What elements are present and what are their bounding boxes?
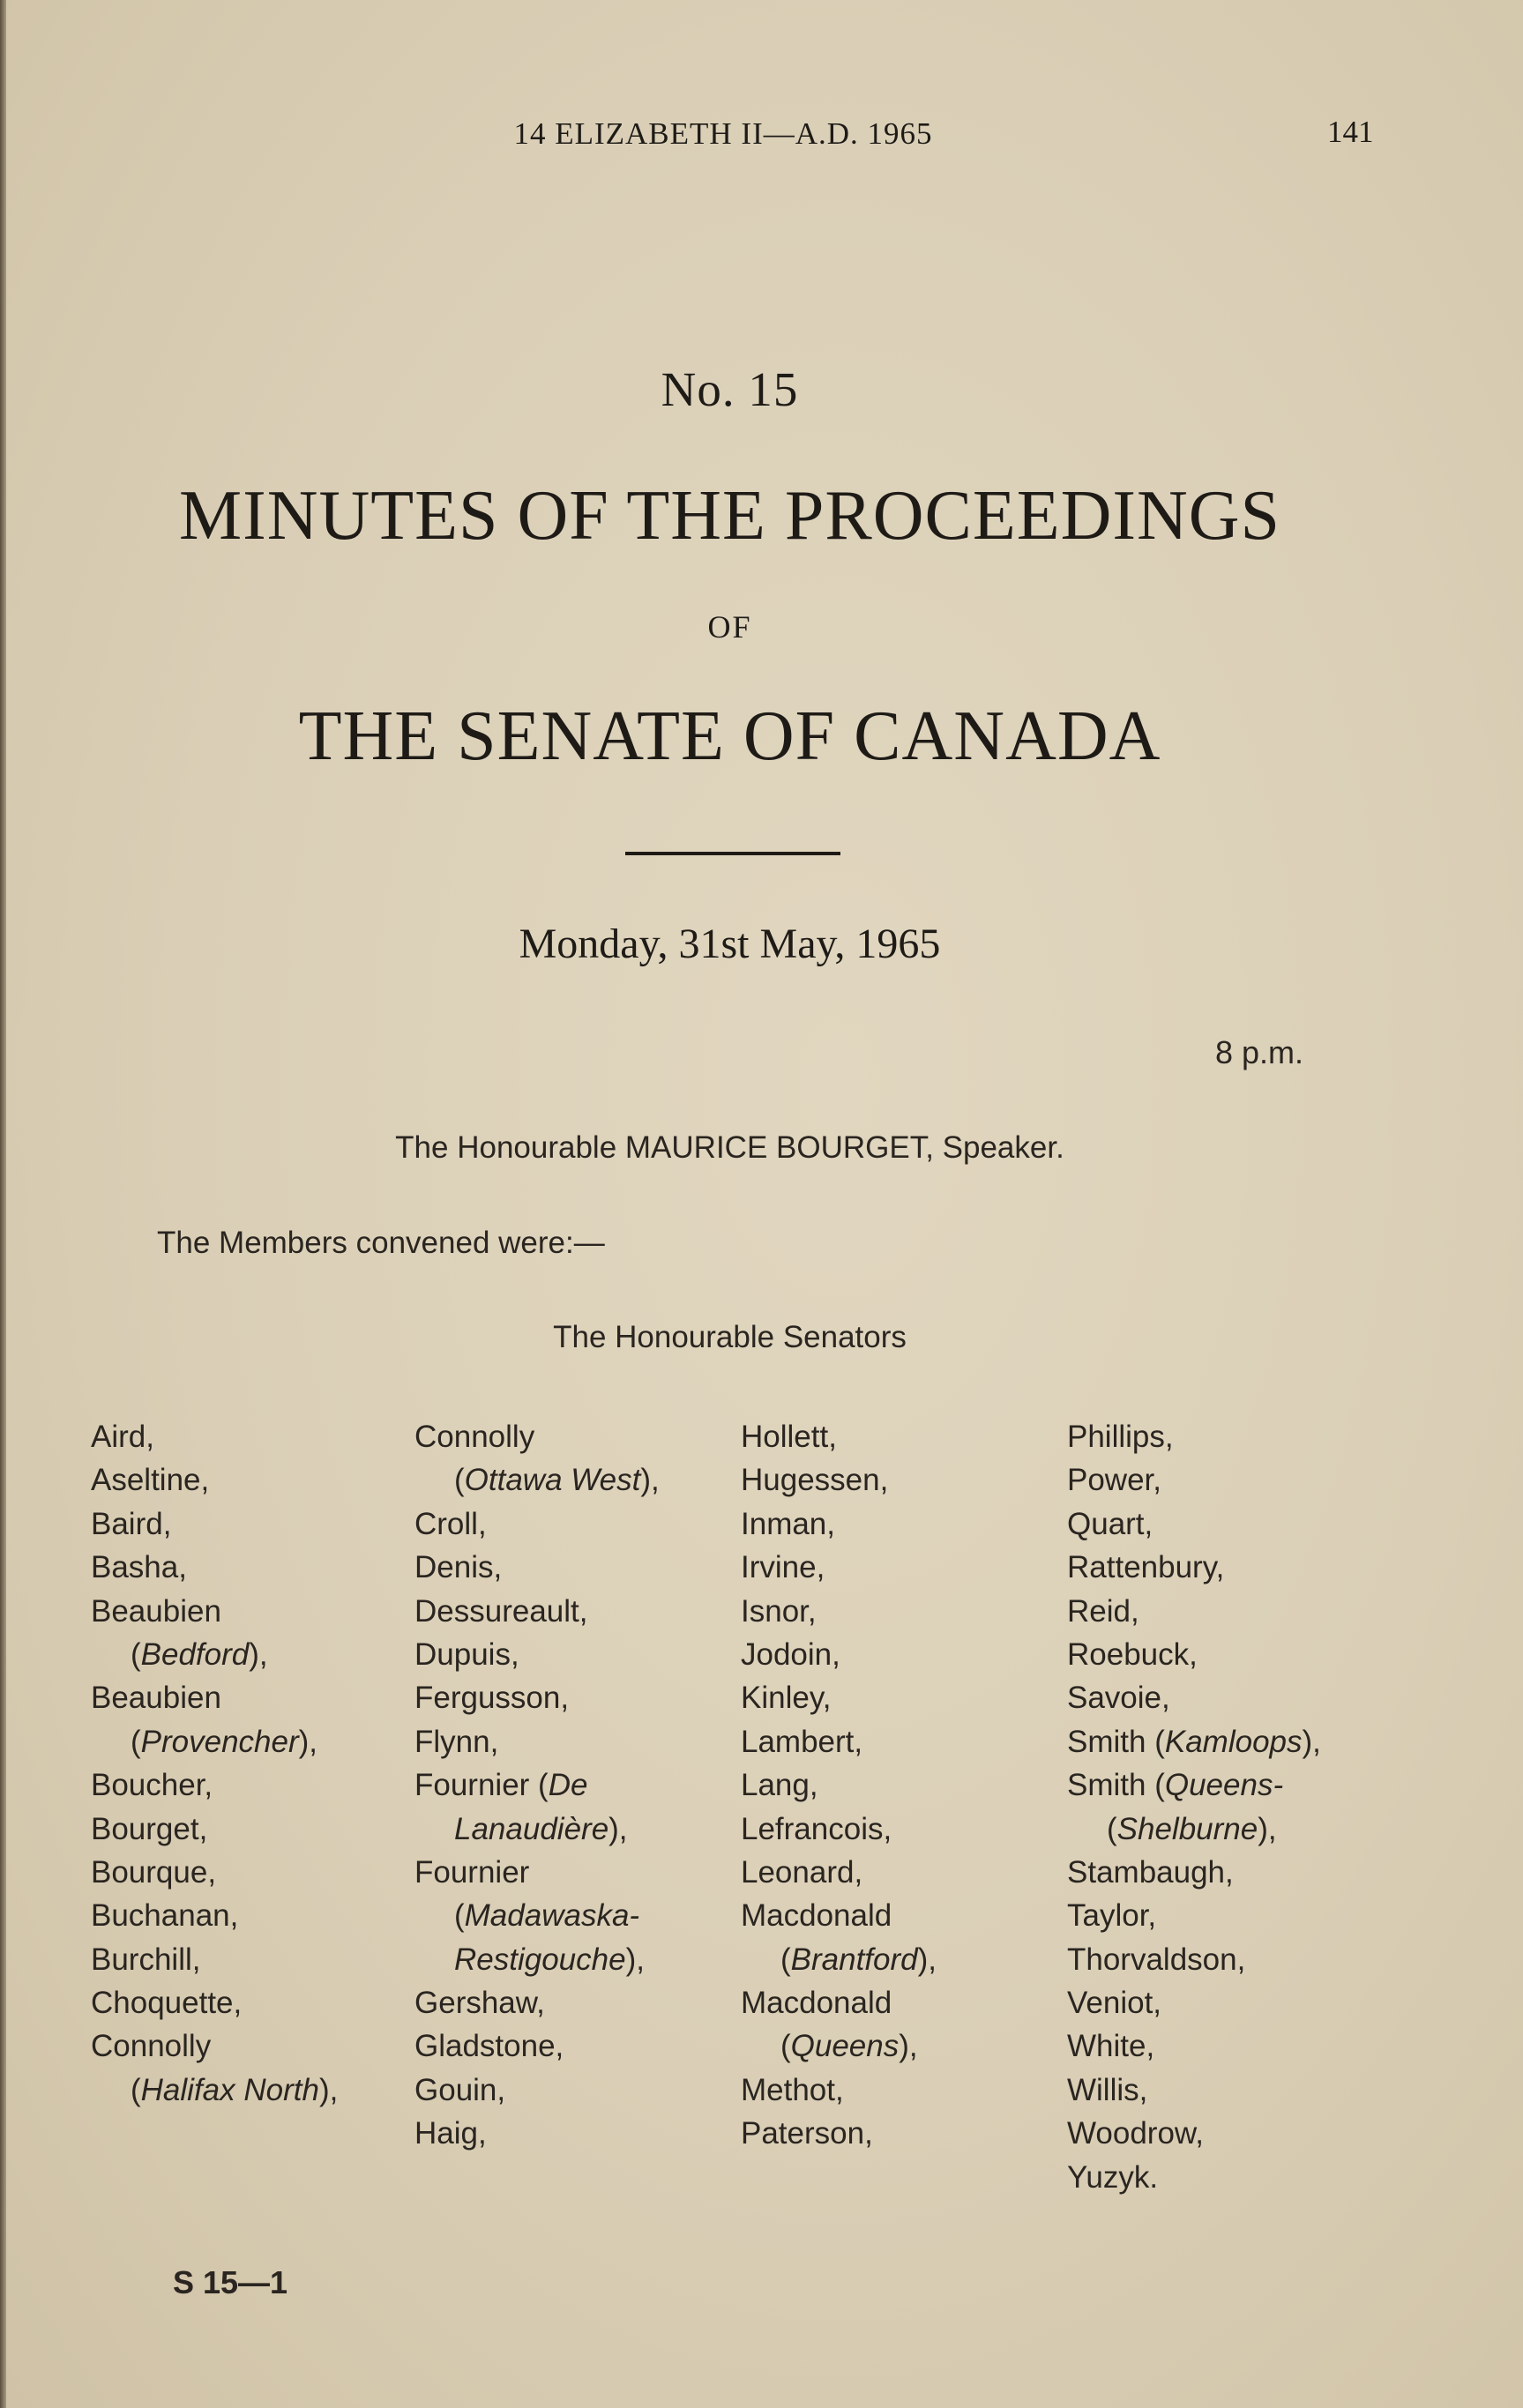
senator-name: Methot, [741, 2072, 844, 2107]
senator-entry [1067, 1502, 1321, 1546]
senator-entry [1067, 2112, 1321, 2155]
senator-entry [741, 2112, 937, 2155]
senator-name: Gouin, [414, 2072, 506, 2107]
district-close-punct: ), [318, 2072, 339, 2107]
district-close-punct: ), [899, 2029, 918, 2064]
senator-entry [741, 2024, 937, 2068]
senator-name: Veniot, [1067, 1986, 1162, 2021]
senator-district: Ottawa West [464, 1463, 641, 1498]
senator-entry [91, 1590, 338, 1633]
senator-name: Beaubien [91, 1681, 221, 1716]
district-open-paren: ( [780, 2029, 791, 2064]
district-close-punct: ), [1302, 1724, 1321, 1759]
senator-name: Choquette, [91, 1986, 243, 2021]
senator-name: Macdonald [741, 1986, 892, 2021]
district-close-punct: ), [249, 1636, 268, 1672]
senator-name: Fournier [414, 1854, 530, 1890]
senator-entry [414, 1415, 660, 1458]
senator-name: Taylor, [1067, 1898, 1157, 1934]
senator-entry [741, 1851, 937, 1894]
senator-name: Dessureault, [414, 1593, 588, 1629]
senator-name: Lefrancois, [741, 1811, 892, 1846]
senator-entry [741, 1502, 937, 1546]
senator-name: Roebuck, [1067, 1636, 1198, 1672]
senator-district: Bedford [140, 1636, 250, 1672]
senator-name: Macdonald [741, 1898, 892, 1934]
senator-name: Fergusson, [414, 1681, 570, 1716]
district-close-punct: ), [917, 1942, 937, 1977]
senator-entry [414, 1851, 660, 1894]
senator-entry [414, 1720, 660, 1763]
district-open-paren: ( [131, 1724, 141, 1759]
senator-name: Woodrow, [1067, 2116, 1204, 2151]
district-open-paren: ( [1107, 1811, 1117, 1846]
senator-entry [741, 1676, 937, 1719]
senator-entry [91, 1458, 338, 1502]
district-close-punct: ), [640, 1463, 660, 1498]
senators-column-3 [741, 1415, 937, 2156]
senator-name: Aird, [91, 1420, 154, 1454]
senator-entry [741, 1894, 937, 1937]
district-open-paren: ( [454, 1463, 465, 1498]
convened-line: The Members convened were:— [157, 1226, 605, 1260]
senator-name: Burchill, [91, 1942, 201, 1977]
senator-entry [741, 1763, 937, 1807]
senator-entry [91, 1676, 338, 1719]
running-head: 14 ELIZABETH II—A.D. 1965 [513, 116, 933, 151]
senator-name: Kinley, [741, 1681, 832, 1716]
senator-entry [1067, 1808, 1321, 1851]
senator-entry [741, 1633, 937, 1676]
sitting-time: 8 p.m. [1215, 1034, 1304, 1070]
senator-name: Baird, [91, 1506, 172, 1541]
district-open-paren: ( [131, 1636, 141, 1672]
senator-entry [1067, 1720, 1321, 1763]
signature-mark: S 15—1 [173, 2264, 288, 2300]
district-close-punct: ), [1258, 1811, 1277, 1846]
senator-name: Rattenbury, [1067, 1550, 1225, 1585]
title-main: MINUTES OF THE PROCEEDINGS [178, 477, 1281, 555]
senator-entry [414, 1502, 660, 1546]
page-number: 141 [1327, 115, 1374, 149]
senator-name: Hollett, [741, 1420, 837, 1454]
senators-column-4 [1067, 1415, 1321, 2199]
senator-entry [414, 2024, 660, 2068]
senator-name: Boucher, [91, 1768, 213, 1803]
senator-name: Bourget, [91, 1811, 208, 1846]
senator-name: Phillips, [1067, 1420, 1174, 1454]
senator-district: Kamloops [1164, 1724, 1303, 1759]
sitting-date: Monday, 31st May, 1965 [519, 921, 941, 967]
senator-entry [414, 1590, 660, 1633]
senator-name: Lambert, [741, 1724, 863, 1759]
senator-entry [91, 1546, 338, 1589]
senator-name: Fournier ( [414, 1768, 549, 1803]
senator-entry [741, 1938, 937, 1981]
senators-column-2 [414, 1415, 660, 2156]
senator-name: Basha, [91, 1550, 187, 1585]
senator-name: Stambaugh, [1067, 1854, 1234, 1890]
senator-name: Beaubien [91, 1593, 221, 1629]
senator-entry [414, 1546, 660, 1589]
senator-district: Lanaudière [454, 1811, 609, 1846]
district-open-paren: ( [454, 1898, 465, 1934]
district-open-paren: ( [780, 1942, 791, 1977]
title-of: OF [707, 609, 752, 645]
senator-name: Willis, [1067, 2072, 1148, 2107]
senator-name: Isnor, [741, 1593, 817, 1629]
senator-name: Buchanan, [91, 1898, 239, 1934]
senator-entry [1067, 2024, 1321, 2068]
senator-entry [1067, 2069, 1321, 2112]
senator-name: Thorvaldson, [1067, 1942, 1246, 1977]
senator-name: Jodoin, [741, 1636, 840, 1672]
senator-entry [414, 1458, 660, 1502]
senator-entry [91, 1415, 338, 1458]
senator-entry [91, 1633, 338, 1676]
senator-name: Leonard, [741, 1854, 863, 1890]
senator-name: Gershaw, [414, 1986, 545, 2021]
senator-entry [1067, 1981, 1321, 2024]
senator-entry [1067, 1546, 1321, 1589]
speaker-line: The Honourable MAURICE BOURGET, Speaker. [395, 1130, 1064, 1165]
senator-entry [741, 1720, 937, 1763]
senator-entry [91, 1938, 338, 1981]
senator-entry [741, 1590, 937, 1633]
senator-name: Reid, [1067, 1593, 1139, 1629]
senator-district: De [548, 1768, 588, 1803]
senator-name: Flynn, [414, 1724, 499, 1759]
senator-name: Quart, [1067, 1506, 1153, 1541]
senator-name: Power, [1067, 1463, 1161, 1498]
document-number: No. 15 [661, 362, 799, 416]
senator-entry [91, 1808, 338, 1851]
senator-entry [91, 2024, 338, 2068]
senator-district: Shelburne [1116, 1811, 1258, 1846]
senator-name: Dupuis, [414, 1636, 519, 1672]
senator-entry [1067, 1894, 1321, 1937]
senator-entry [91, 1502, 338, 1546]
senator-name: Croll, [414, 1506, 487, 1541]
senator-name: Irvine, [741, 1550, 825, 1585]
senator-name: Hugessen, [741, 1463, 889, 1498]
senator-name: Connolly [414, 1420, 535, 1454]
senator-entry [1067, 1763, 1321, 1807]
senator-entry [741, 1981, 937, 2024]
senator-name: Smith ( [1067, 1724, 1165, 1759]
district-close-punct: ), [608, 1811, 628, 1846]
senator-name: Bourque, [91, 1854, 217, 1890]
senator-name: Yuzyk. [1067, 2159, 1159, 2195]
district-open-paren: ( [131, 2072, 141, 2107]
senator-entry [414, 1938, 660, 1981]
senator-entry [91, 1763, 338, 1807]
senator-name: Lang, [741, 1768, 818, 1803]
senator-entry [91, 1894, 338, 1937]
senator-district: Provencher [140, 1724, 299, 1759]
senator-entry [414, 1633, 660, 1676]
senator-name: Haig, [414, 2116, 487, 2151]
title-divider-rule [625, 852, 840, 855]
senator-district: Queens- [1164, 1768, 1284, 1803]
senator-entry [414, 2069, 660, 2112]
title-body: THE SENATE OF CANADA [298, 697, 1161, 775]
senator-entry [1067, 1676, 1321, 1719]
senators-heading: The Honourable Senators [553, 1320, 907, 1354]
senator-entry [741, 1546, 937, 1589]
senator-name: Connolly [91, 2029, 212, 2064]
senator-entry [91, 2069, 338, 2112]
senator-name: Inman, [741, 1506, 835, 1541]
senator-district: Brantford [790, 1942, 918, 1977]
senator-entry [1067, 1590, 1321, 1633]
district-close-punct: ), [298, 1724, 318, 1759]
senator-name: White, [1067, 2029, 1155, 2064]
senator-entry [1067, 1938, 1321, 1981]
senator-name: Paterson, [741, 2116, 873, 2151]
senator-entry [91, 1851, 338, 1894]
senator-district: Madawaska- [464, 1898, 640, 1934]
senator-entry [414, 1676, 660, 1719]
senator-name: Savoie, [1067, 1681, 1170, 1716]
senator-entry [1067, 2156, 1321, 2199]
senator-entry [1067, 1851, 1321, 1894]
senator-entry [414, 1981, 660, 2024]
senator-entry [414, 1808, 660, 1851]
senator-name: Aseltine, [91, 1463, 210, 1498]
senator-entry [91, 1981, 338, 2024]
senator-entry [1067, 1458, 1321, 1502]
senator-district: Queens [790, 2029, 900, 2064]
senator-entry [741, 1415, 937, 1458]
district-close-punct: ), [625, 1942, 645, 1977]
senator-name: Gladstone, [414, 2029, 564, 2064]
senator-name: Smith ( [1067, 1768, 1165, 1803]
senators-column-1 [91, 1415, 338, 2112]
senator-entry [1067, 1633, 1321, 1676]
senator-entry [414, 1763, 660, 1807]
senator-entry [414, 2112, 660, 2155]
senator-entry [741, 1458, 937, 1502]
senator-entry [91, 1720, 338, 1763]
senator-entry [741, 1808, 937, 1851]
senator-district: Restigouche [454, 1942, 626, 1977]
senator-name: Denis, [414, 1550, 503, 1585]
senator-entry [741, 2069, 937, 2112]
senator-entry [1067, 1415, 1321, 1458]
senator-district: Halifax North [140, 2072, 319, 2107]
senator-entry [414, 1894, 660, 1937]
